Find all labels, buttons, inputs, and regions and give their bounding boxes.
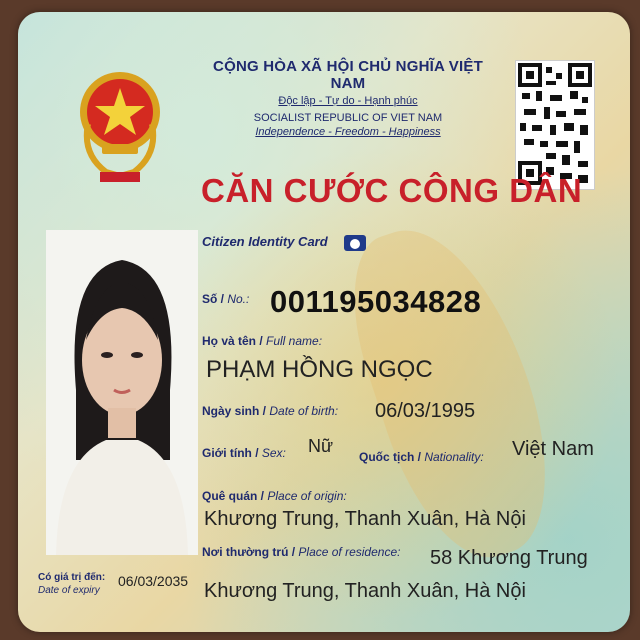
sex-value: Nữ: [308, 436, 334, 456]
qr-code-icon: [515, 60, 595, 190]
national-emblem-icon: [76, 54, 164, 194]
expiry-value: 06/03/2035: [118, 573, 189, 589]
card-title: CĂN CƯỚC CÔNG DÂN: [201, 172, 583, 209]
card-subtitle: Citizen Identity Card: [202, 234, 328, 249]
id-number-value: 001195034828: [270, 284, 482, 319]
motto-vi: Độc lập - Tự do - Hạnh phúc: [278, 95, 418, 107]
portrait-photo: [46, 230, 198, 555]
portrait-icon: [46, 230, 198, 555]
nationality-label: Quốc tịch / Nationality:: [359, 450, 484, 464]
dob-label: Ngày sinh / Date of birth:: [202, 404, 339, 418]
origin-value: Khương Trung, Thanh Xuân, Hà Nội: [204, 508, 526, 530]
chip-icon: [344, 235, 366, 251]
residence-label: Nơi thường trú / Place of residence:: [202, 545, 401, 559]
sex-label: Giới tính / Sex:: [202, 446, 286, 460]
expiry-label: Có giá trị đến:: [38, 572, 106, 583]
country-name-vi: CỘNG HÒA XÃ HỘI CHỦ NGHĨA VIỆT NAM: [213, 58, 483, 92]
number-label: Số / No.:: [202, 292, 250, 306]
name-label: Họ và tên / Full name:: [202, 334, 323, 348]
motto-en: Independence - Freedom - Happiness: [255, 126, 441, 138]
card-header: [198, 58, 498, 138]
expiry-label-en: Date of expiry: [38, 585, 100, 596]
nationality-value: Việt Nam: [512, 438, 594, 460]
name-value: PHẠM HỒNG NGỌC: [206, 356, 433, 383]
dob-value: 06/03/1995: [375, 400, 476, 422]
country-name-en: SOCIALIST REPUBLIC OF VIET NAM: [253, 112, 443, 124]
origin-label: Quê quán / Place of origin:: [202, 489, 347, 503]
residence-value-line2: Khương Trung, Thanh Xuân, Hà Nội: [204, 580, 526, 602]
residence-value-line1: 58 Khương Trung: [430, 547, 588, 569]
id-card: [18, 12, 630, 632]
